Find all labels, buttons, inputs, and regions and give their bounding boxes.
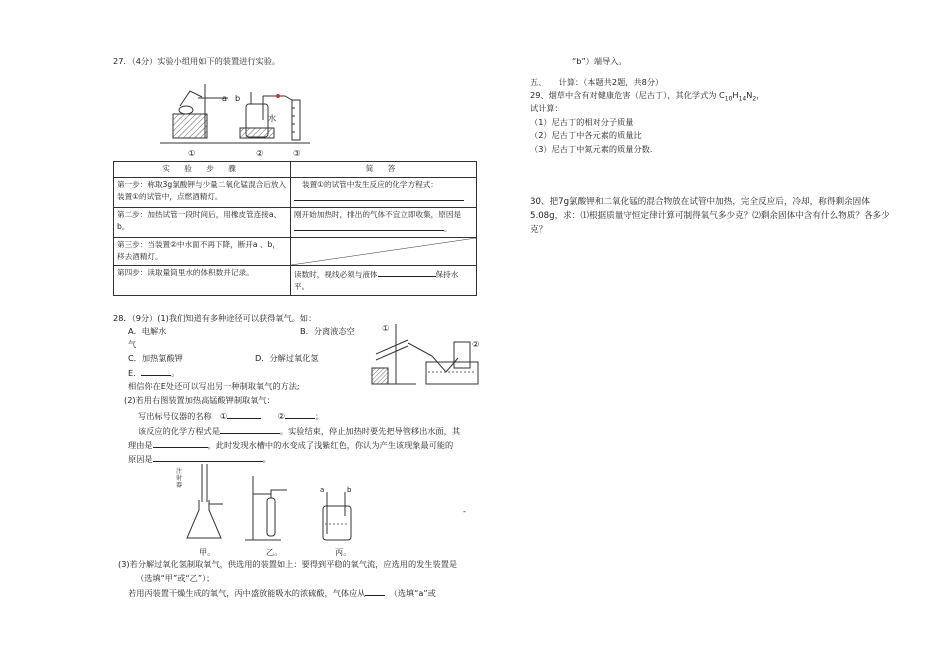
opt-b: B．分离液态空 [300, 326, 355, 336]
opt-c: C．加热氯酸钾 [128, 353, 183, 363]
answer-cell: 刚开始加热时，排出的气体不宜立即收集，原因是 。 [291, 207, 477, 237]
label-apparatus-2: ② [256, 148, 264, 158]
step-cell: 第三步：当装置②中水面不再下降，断开a 、b，移去酒精灯。 [114, 237, 291, 265]
table-header-row [114, 162, 477, 178]
label-apparatus-3: ③ [293, 148, 301, 158]
q29-line: 29、烟草中含有对健康危害（尼古丁），其化学式为 $C_{10}H_{14}N_2$， [530, 90, 765, 103]
answer-cell: 读数时，视线必须与液体 保持水平。 [291, 265, 477, 295]
table-row [114, 265, 477, 295]
q27-header: 27．（4分）实验小组用如下的装置进行实验。 [113, 56, 281, 66]
q30-line-1: 30、把7g氯酸钾和二氧化锰的混合物放在试管中加热，完全反应后，冷却，称得剩余固体 [530, 197, 870, 207]
q27-steps-table [113, 161, 477, 296]
label-water: 水 [268, 113, 277, 123]
label-b2: b [347, 486, 352, 494]
opt-b-cont: 气 [128, 339, 137, 349]
q30-line-2: 5.08g，求：⑴根据质量守恒定律计算可制得氧气多少克？⑵剩余固体中含有什么物质？各多少 [530, 211, 890, 221]
label-jia: 甲。 [199, 547, 216, 557]
table-row [114, 207, 477, 237]
col-steps: 实 验 步 骤 [114, 162, 291, 178]
line-guess: 相信你在E处还可以写出另一种制取氧气的方法; [128, 381, 300, 391]
table-row [114, 237, 477, 265]
q28-header: 28．（9分）(1)我们知道有多种途径可以获得氧气。如： [113, 313, 317, 323]
label-b: b [235, 93, 241, 103]
answer-cell: 装置①的试管中发生反应的化学方程式： [291, 177, 477, 207]
label-bing: 丙。 [335, 547, 352, 557]
step-cell: 第一步：称取3g氯酸钾与少量二氧化锰混合后放入装置①的试管中，点燃酒精灯。 [114, 177, 291, 207]
label-apparatus-1: ① [188, 148, 196, 158]
generator-apparatus-diagram [185, 462, 375, 547]
part-3b: （选填“甲”或“乙”）； [136, 573, 215, 583]
q27-apparatus-diagram [160, 76, 330, 158]
instr-names: 写出标号仪器的名称 ① ② ； [138, 411, 324, 421]
q30-line-3: 克？ [530, 225, 548, 235]
part-3: (3)若分解过氧化氢制取氧气，供选用的装置如上：要得到平稳的氧气流，应选用的发生装置是 [118, 559, 458, 569]
reason-line: 理由是 ，此时发现水槽中的水变成了浅紫红色，你认为产生该现象最可能的 [128, 440, 454, 450]
eq-line: 该反应的化学方程式是 。实验结束，停止加热时要先把导管移出水面，其 [138, 426, 461, 436]
diagonal-line [291, 238, 476, 265]
step-cell: 第二步：加热试管一段时间后，用橡皮管连接a、b。 [114, 207, 291, 237]
table-row [114, 177, 477, 207]
step-cell: 第四步：读取量筒里水的体积数并记录。 [114, 265, 291, 295]
opt-d: D．分解过氧化氢 [255, 353, 319, 363]
q29-item-3: （3）尼古丁中氮元素的质量分数. [530, 144, 653, 154]
opt-e: E． 。 [128, 368, 180, 378]
mark-2-label: ② [472, 339, 480, 349]
opt-a: A．电解水 [128, 326, 167, 336]
cont-b: “b”）端导入。 [572, 56, 627, 66]
try-calc: 试计算： [530, 103, 563, 113]
col-answer: 简 答 [291, 162, 477, 178]
q29-item-2: （2）尼古丁中各元素的质量比 [530, 130, 642, 140]
label-a: a [222, 93, 228, 103]
label-funnel: 注射器 [176, 468, 183, 489]
label-yi: 乙。 [266, 547, 283, 557]
part-3c: 若用丙装置干燥生成的氧气，丙中盛放能吸水的浓硫酸，气体应从 （选填“a”或 [128, 588, 436, 598]
answer-cell [291, 237, 477, 265]
label-a2: a [320, 486, 325, 494]
mark-1-label: ① [382, 323, 390, 333]
dash-mark: - [463, 506, 466, 516]
cause-line: 原因是 。 [128, 454, 271, 464]
section-5: 五、 计算：（本题共2题，共8分） [530, 77, 664, 87]
q29-item-1: （1）尼古丁的相对分子质量 [530, 117, 634, 127]
part-2: (2)若用右图装置加热高锰酸钾制取氧气： [124, 395, 275, 405]
